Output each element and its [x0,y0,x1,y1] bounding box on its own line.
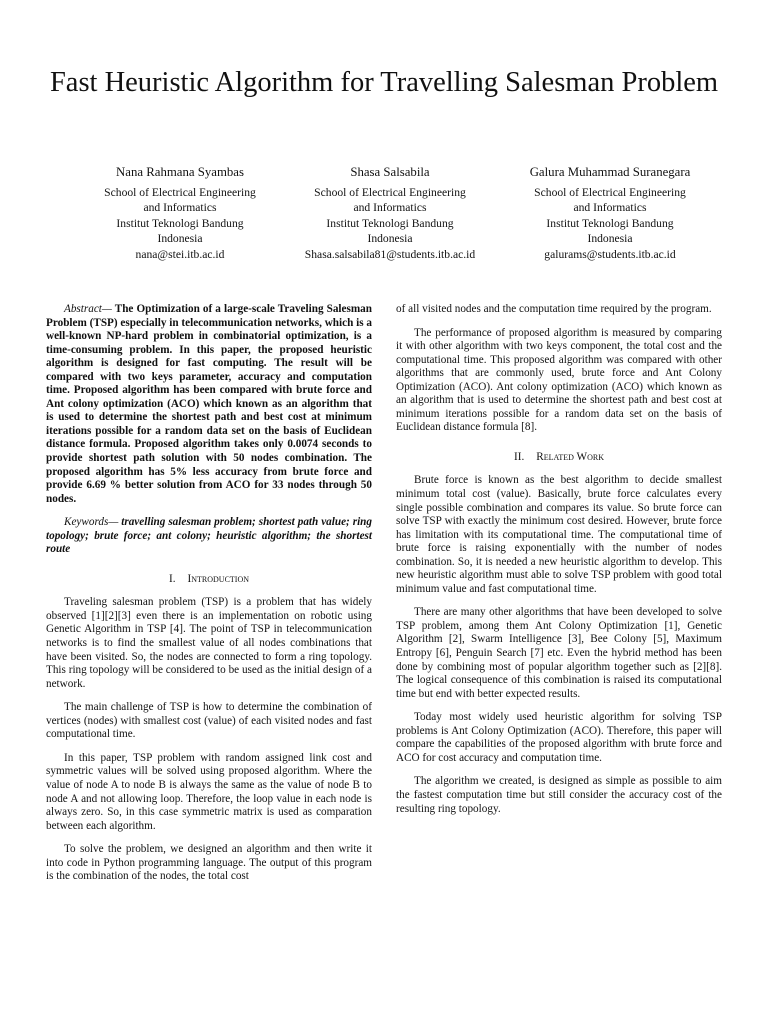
author-email: Shasa.salsabila81@students.itb.ac.id [304,247,476,261]
abstract-text: The Optimization of a large-scale Traveling Salesman Problem (TSP) especially in telecommunication networks, which is a well-known NP-hard problem in combinatorial optimization, is a time-consuming problem. In this paper, the proposed heuristic algorithm is designed for fast computing. The result will be compared with two keys parameter, accuracy and computation time. Proposed algorithm has been compared with brute force and Ant colony optimization (ACO) which known as an algorithm that is used to determine the shortest path and best cost at minimum iterations possible for a random data set on the basis of Euclidean distance formula. Proposed algorithm takes only 0.0074 seconds to provide shortest path solution with 50 nodes combination. The proposed algorithm has 5% less accuracy from brute force and provide 6.69 % better solution from ACO for 33 nodes through 50 nodes. [46,303,372,505]
author-affiliation: and Informatics [353,201,427,214]
author-email: galurams@students.itb.ac.id [544,247,676,261]
author-email: nana@stei.itb.ac.id [135,247,225,261]
author-institution: Institut Teknologi Bandung [326,216,454,230]
keywords [46,516,372,557]
section-title: Introduction [187,572,250,585]
author-block-1 [60,165,300,262]
right-column [396,303,722,826]
paragraph: There are many other algorithms that have been developed to solve TSP problem, among them Ant Colony Optimization [1], Genetic Algorithm [2], Swarm Intelligence [3], Bee Colony [5], Maximum Entropy [6], Penguin Search [7] etc. Even the hybrid method has been done by combining most of popular algorithm together such as [2][8]. The logical consequence of this combination is raised its computational time but end with better expected results. [396,606,722,700]
author-institution: Institut Teknologi Bandung [116,216,244,230]
keywords-lead: Keywords— [64,516,119,529]
section-heading-introduction [46,573,372,587]
paper-title: Fast Heuristic Algorithm for Travelling Salesman Problem [49,67,719,98]
abstract [46,303,372,506]
author-affiliation: School of Electrical Engineering [104,185,256,199]
paragraph: The algorithm we created, is designed as simple as possible to aim the fastest computation time but still consider the accuracy cost of the resulting ring topology. [396,775,722,815]
paragraph: To solve the problem, we designed an algorithm and then write it into code in Python programming language. The output of this program is the combination of the nodes, the total cost [46,843,372,883]
section-number: II. [514,450,525,463]
author-country: Indonesia [367,232,413,245]
paragraph: Today most widely used heuristic algorithm for solving TSP problems is Ant Colony Optimization (ACO). Therefore, this paper will compare the capabilities of the proposed algorithm with brute force and ACO for cost accuracy and computation time. [396,711,722,764]
left-column [46,303,372,894]
paragraph: In this paper, TSP problem with random assigned link cost and symmetric values will be solved using proposed algorithm. Where the value of node A to node B is always the same as the value of node B to node A and not allowing loop. Therefore, the loop value in each node is always zero. So, in this case symmetric matrix is used as comparation between each algorithm. [46,751,372,832]
paragraph: The main challenge of TSP is how to determine the combination of vertices (nodes) with smallest cost (value) of each visited nodes and fast computational time. [46,701,372,741]
author-institution: Institut Teknologi Bandung [546,216,674,230]
section-number: I. [168,572,176,585]
keywords-text: travelling salesman problem; shortest path value; ring topology; brute force; ant colony; heuristic algorithm; the shortest route [46,516,372,556]
author-name: Nana Rahmana Syambas [116,165,244,179]
author-block-3 [490,165,730,262]
paragraph: Traveling salesman problem (TSP) is a problem that has widely observed [1][2][3] even there is an implementation on robotic using Genetic Algorithm in TSP [4]. The point of TSP in telecommunication networks is to find the smallest value of all nodes combinations that have been visited. So, the nodes are connected to form a ring topology. This ring topology will be considered to be used as the initial design of a network. [46,596,372,690]
author-affiliation: and Informatics [573,201,647,214]
author-block-2 [270,165,510,262]
author-affiliation: and Informatics [143,201,217,214]
paragraph: The performance of proposed algorithm is measured by comparing it with other algorithm with two keys component, the total cost and the computational time. This proposed algorithm was compared with other algorithms that are commonly used, brute force and Ant Colony Optimization (ACO). Ant colony optimization (ACO) which known as an algorithm that is used to determine the shortest path and best cost at minimum iterations possible for a random data set on the basis of Euclidean distance formula [8]. [396,326,722,434]
author-name: Shasa Salsabila [350,165,430,179]
abstract-lead: Abstract— [64,303,112,315]
author-affiliation: School of Electrical Engineering [534,185,686,199]
section-title: Related Work [536,450,604,463]
section-heading-related-work [396,451,722,465]
author-name: Galura Muhammad Suranegara [529,165,691,179]
paragraph-continuation: of all visited nodes and the computation time required by the program. [396,303,712,315]
author-country: Indonesia [157,232,203,245]
paragraph: Brute force is known as the best algorithm to decide smallest minimum total cost (value). Basically, brute force calculates every single possible combination and compares its value. So brute force can solve TSP with exactly the minimum cost desired. However, brute force has limitation with its computational time. The computational time of brute force is raising exponentially with the number of nodes combination. So, it is needed a new heuristic algorithm to develop. This new heuristic algorithm must able to solve TSP problem with good total minimum value and fast computational time. [396,474,722,595]
author-country: Indonesia [587,232,633,245]
author-affiliation: School of Electrical Engineering [314,185,466,199]
